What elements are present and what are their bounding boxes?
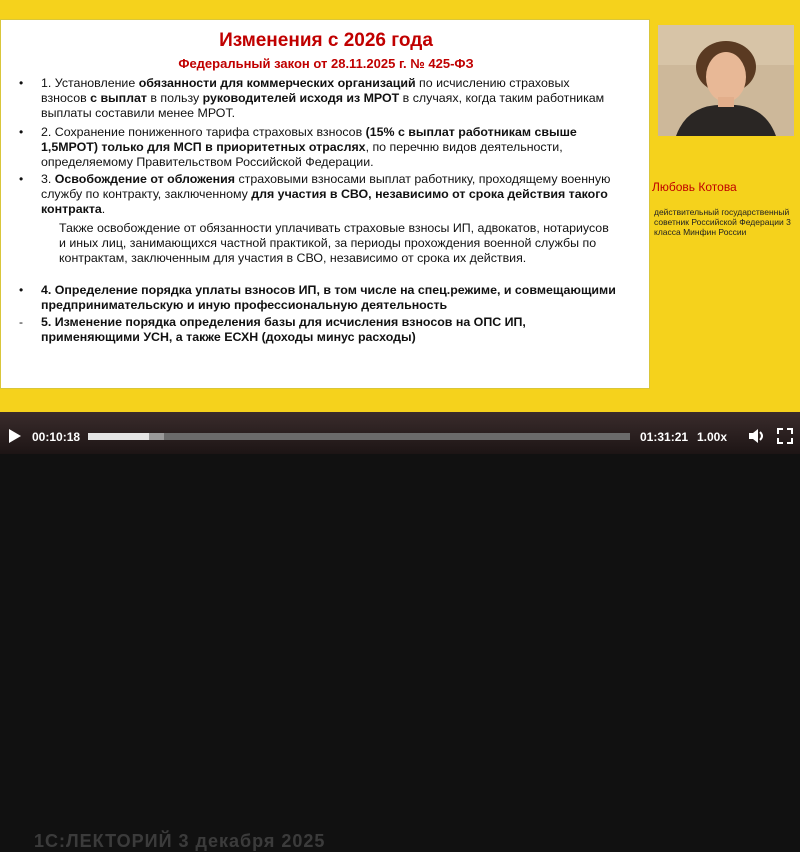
slide-item-3-note <box>59 221 619 266</box>
slide-item-1 <box>41 76 616 121</box>
slide-item-4 <box>41 283 616 313</box>
item-text-bold: (15% с выплат работникам свыше 1,5МРОТ) только для МСП в приоритетных отраслях <box>41 125 577 154</box>
item-text-bold: 4. Определение порядка уплаты взносов ИП, в том числе на спец.режиме, и совмещающими предпринимательскую и иную профессиональную деятельность <box>41 283 616 312</box>
speaker-webcam <box>658 25 794 136</box>
playback-speed-button[interactable]: 1.00x <box>697 430 728 444</box>
bullet-marker: - <box>19 315 23 329</box>
item-text: в случаях, когда таким работникам выплаты составили менее МРОТ. <box>41 91 605 120</box>
volume-icon[interactable] <box>748 428 766 447</box>
item-text: 1. Установление <box>41 76 139 90</box>
lecture-watermark: 1С:ЛЕКТОРИЙ 3 декабря 2025 <box>34 831 326 851</box>
bullet-marker: • <box>19 125 24 139</box>
speaker-name: Любовь Котова <box>652 180 737 194</box>
played-bar <box>88 433 149 440</box>
item-text-bold: Освобождение от обложения <box>54 172 236 186</box>
item-text: 2. Сохранение пониженного тарифа страховых взносов <box>41 125 366 139</box>
bullet-marker: • <box>19 172 24 186</box>
speaker-role: действительный государственный советник Российской Федерации 3 класса Минфин России <box>654 207 791 237</box>
progress-bar[interactable] <box>88 433 630 440</box>
bullet-marker: • <box>19 76 24 90</box>
item-text-bold: для участия в СВО, независимо от срока действия такого контракта <box>41 187 608 216</box>
play-icon[interactable] <box>8 429 21 446</box>
slide-title: Изменения с 2026 года <box>219 30 433 51</box>
item-text: . <box>101 202 106 216</box>
fullscreen-icon[interactable] <box>777 428 793 447</box>
item-text-bold: обязанности для коммерческих организаций <box>138 76 416 90</box>
item-text: в пользу <box>146 91 203 105</box>
slide-item-5 <box>41 315 616 345</box>
presentation-slide <box>0 19 650 389</box>
slide-item-3 <box>41 172 616 217</box>
item-text-bold: с выплат <box>90 91 147 105</box>
item-text: Также освобождение от обязанности уплачивать страховые взносы ИП, адвокатов, нотариусов и иных лиц, занимающихся частной практикой, за периоды прохождения военной службы по контрактам, заключенным для участия в СВО, независимо от срока их действия. <box>59 221 609 265</box>
item-text: страховыми взносами выплат работнику, проходящему военную службу по контракту, заключенному <box>41 172 611 201</box>
current-time: 00:10:18 <box>32 430 81 444</box>
slide-subtitle: Федеральный закон от 28.11.2025 г. № 425-ФЗ <box>178 56 474 71</box>
item-text: по исчислению страховых взносов <box>41 76 570 105</box>
speaker-video-image <box>658 25 794 136</box>
duration-time: 01:31:21 <box>640 430 689 444</box>
item-text-bold: 5. Изменение порядка определения базы для исчисления взносов на ОПС ИП, применяющими УСН, а также ЕСХН (доходы минус расходы) <box>41 315 526 344</box>
item-text: 3. <box>41 172 55 186</box>
item-text: , по перечню видов деятельности, определяемому Правительством Российской Федерации. <box>41 140 563 169</box>
slide-item-2 <box>41 125 616 170</box>
item-text-bold: руководителей исходя из МРОТ <box>202 91 400 105</box>
bullet-marker: • <box>19 283 24 297</box>
